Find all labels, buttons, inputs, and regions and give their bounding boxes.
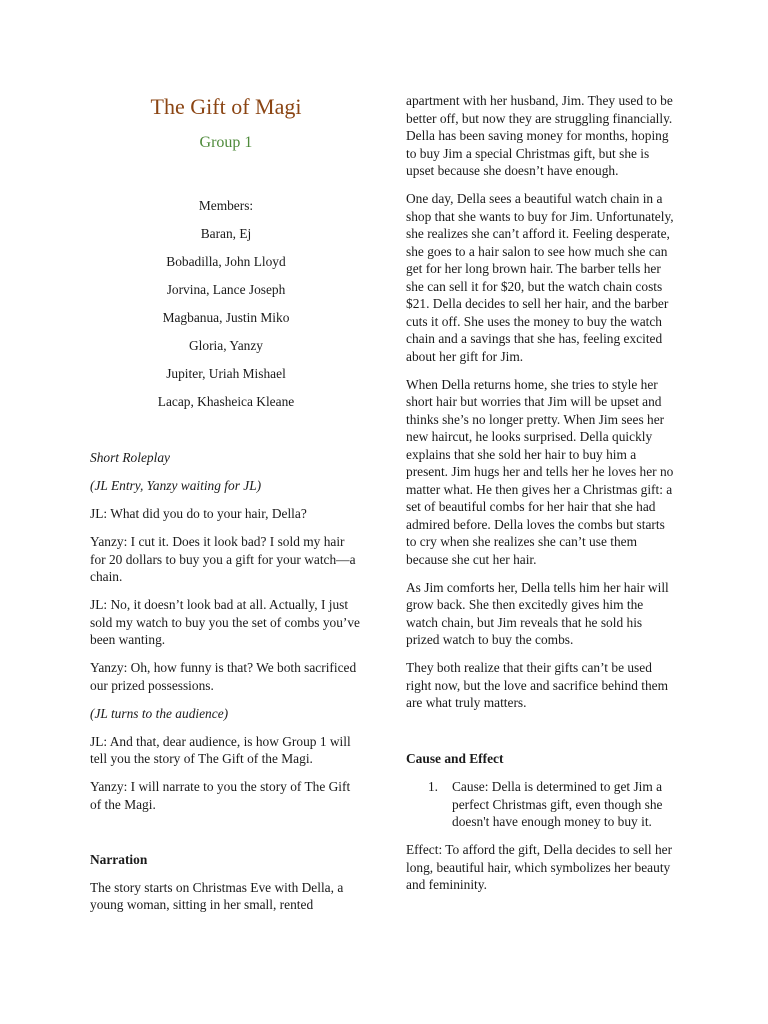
members-label: Members: bbox=[198, 198, 254, 213]
dialogue-line: JL: No, it doesn’t look bad at all. Actually, I just sold my watch to buy you the set of combs you’ve been wanting. bbox=[90, 597, 361, 647]
dialogue-line: Yanzy: I cut it. Does it look bad? I sold my hair for 20 dollars to buy you a gift for your watch—a chain. bbox=[90, 534, 356, 584]
left-column bbox=[90, 449, 362, 924]
cause-text: Cause: Della is determined to get Jim a perfect Christmas gift, even though she doesn't have enough money to buy it. bbox=[452, 779, 663, 829]
dialogue-line: JL: What did you do to your hair, Della? bbox=[90, 506, 307, 521]
list-number: 1. bbox=[427, 779, 438, 794]
member-name: Magbanua, Justin Miko bbox=[162, 310, 290, 325]
effect-text: Effect: To afford the gift, Della decides to sell her long, beautiful hair, which symbolizes her beauty and femininity. bbox=[406, 842, 673, 892]
narration-paragraph: One day, Della sees a beautiful watch chain in a shop that she wants to buy for Jim. Unfortunately, she realizes she can’t afford it. Feeling desperate, she goes to a hair salon to see how much she can get for her long brown hair. The barber tells her she can sell it for $20, but the watch chain costs $21. Della decides to sell her hair, and the barber cuts it off. She uses the money to buy the watch chain and a savings that she has, feeling excited about her gift for Jim. bbox=[406, 191, 674, 364]
roleplay-heading: Short Roleplay bbox=[90, 450, 170, 465]
group-subtitle: Group 1 bbox=[199, 134, 253, 151]
list-item bbox=[406, 778, 678, 831]
stage-direction: (JL turns to the audience) bbox=[90, 705, 229, 721]
member-name: Jupiter, Uriah Mishael bbox=[166, 366, 286, 381]
document-title: The Gift of Magi bbox=[150, 94, 302, 119]
member-name: Gloria, Yanzy bbox=[188, 338, 263, 353]
narration-paragraph: They both realize that their gifts can’t be used right now, but the love and sacrifice behind them are what truly matters. bbox=[406, 660, 669, 710]
narration-paragraph: apartment with her husband, Jim. They used to be better off, but now they are struggling financially. Della has been saving money for months, hoping to buy Jim a special Christmas gift, but she is upset because she doesn’t have enough. bbox=[406, 93, 673, 178]
members-block bbox=[90, 197, 362, 421]
right-column bbox=[406, 92, 678, 904]
narration-heading: Narration bbox=[90, 851, 148, 867]
member-name: Lacap, Khasheica Kleane bbox=[157, 394, 295, 409]
narration-paragraph: The story starts on Christmas Eve with Della, a young woman, sitting in her small, rented bbox=[90, 879, 344, 912]
stage-direction: (JL Entry, Yanzy waiting for JL) bbox=[90, 478, 262, 493]
member-name: Bobadilla, John Lloyd bbox=[166, 254, 286, 269]
dialogue-line: JL: And that, dear audience, is how Group 1 will tell you the story of The Gift of the Magi. bbox=[90, 733, 351, 766]
member-name: Jorvina, Lance Joseph bbox=[166, 282, 286, 297]
narration-paragraph: As Jim comforts her, Della tells him her hair will grow back. She then excitedly gives him the watch chain, but Jim reveals that he sold his prized watch to buy the combs. bbox=[406, 579, 669, 647]
dialogue-line: Yanzy: Oh, how funny is that? We both sacrificed our prized possessions. bbox=[90, 660, 357, 693]
cause-effect-heading: Cause and Effect bbox=[406, 751, 504, 766]
member-name: Baran, Ej bbox=[200, 226, 252, 241]
narration-paragraph: When Della returns home, she tries to style her short hair but worries that Jim will be upset and thinks she’s no longer pretty. When Jim sees her new haircut, he looks surprised. Della quickly explains that she sold her hair to buy him a present. Jim hugs her and tells her he loves her no matter what. He then gives her a Christmas gift: a set of beautiful combs for her hair that she had admired before. Della loves the combs but starts to cry when she realizes she can’t use them because she cut her hair. bbox=[406, 376, 674, 567]
dialogue-line: Yanzy: I will narrate to you the story of The Gift of the Magi. bbox=[90, 779, 351, 812]
